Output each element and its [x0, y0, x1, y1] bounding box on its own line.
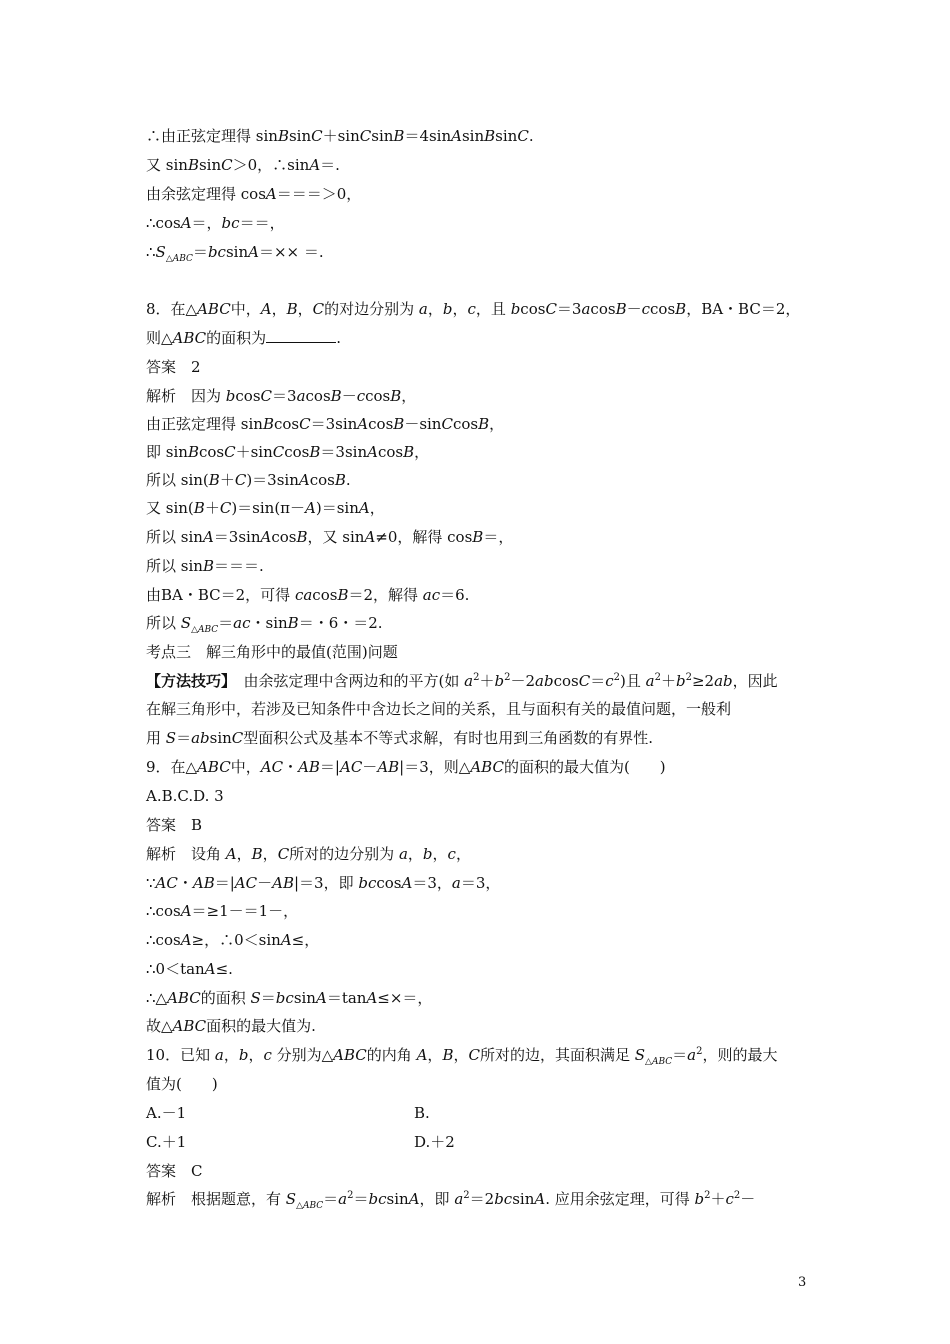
question-9-options: A.B.C.D. 3	[146, 787, 224, 805]
method-tip-paragraph: 在解三角形中，若涉及已知条件中含边长之间的关系，且与面积有关的最值问题，一般利	[146, 700, 732, 718]
section-heading: 考点三 解三角形中的最值(范围)问题	[146, 643, 398, 661]
page-number: 3	[798, 1275, 807, 1290]
question-10-stem: 10．已知 a，b，c 分别为△ABC的内角 A，B，C所对的边，其面积满足 $S_{\triangle ABC}=a^2$，则的最大	[146, 1046, 778, 1067]
option-a: A.－1	[146, 1104, 187, 1122]
method-tip-paragraph: 【方法技巧】 由余弦定理中含两边和的平方(如 $a^2+b^2-2abcosC=c^2$)且 $a^2+b^2\ge 2ab$，因此	[146, 672, 778, 690]
question-9-answer: 答案 B	[146, 816, 203, 834]
solution-line: ∴cosA≥，∴0＜sinA≤，	[146, 931, 320, 949]
question-8-stem: 则△ABC的面积为 .	[146, 329, 341, 347]
derivation-line: ∴由正弦定理得 sinBsinC＋sinCsinB＝4sinAsinBsinC.	[146, 127, 534, 145]
derivation-line: 又 sinBsinC＞0，∴sinA＝.	[146, 156, 340, 174]
derivation-line: 由余弦定理得 cosA＝＝＝＞0，	[146, 185, 362, 203]
solution-line: 所以 sinB＝＝＝.	[146, 557, 264, 575]
solution-line: 由BA・BC＝2，可得 cacosB＝2，解得 ac＝6.	[146, 586, 470, 604]
derivation-line: ∴cosA＝，bc＝＝，	[146, 214, 285, 232]
method-tip-paragraph: 用 S＝absinC型面积公式及基本不等式求解，有时也用到三角函数的有界性.	[146, 729, 654, 747]
solution-line: ∴0＜tanA≤.	[146, 960, 233, 978]
derivation-line: $\therefore S_{\triangle ABC}=bcsinA=\times\times$ ＝.	[146, 243, 324, 264]
method-tip-tag: 【方法技巧】	[146, 672, 229, 690]
question-9-stem: 9．在△ABC中，AC・AB＝|AC－AB|＝3，则△ABC的面积的最大值为( )	[146, 758, 666, 776]
solution-line: ∴cosA＝≥1－＝1－，	[146, 902, 299, 920]
option-d: D.＋2	[414, 1133, 455, 1151]
solution-line: 解析 根据题意，有 $S_{\triangle ABC}=a^2=bcsinA$，即 $a^2=2bcsinA$. 应用余弦定理，可得 $b^2+c^2-$	[146, 1190, 756, 1211]
option-b: B.	[414, 1104, 430, 1122]
question-10-answer: 答案 C	[146, 1162, 203, 1180]
question-10-options-row	[146, 1102, 816, 1124]
solution-line: 所以 sinA＝3sinAcosB，又 sinA≠0，解得 cosB＝，	[146, 528, 514, 546]
solution-line: ∴△ABC的面积 S＝bcsinA＝tanA≤×＝，	[146, 989, 433, 1007]
question-10-options-row	[146, 1131, 816, 1153]
solution-line: 即 sinBcosC＋sinCcosB＝3sinAcosB，	[146, 443, 430, 461]
question-8-answer: 答案 2	[146, 358, 201, 376]
answer-blank	[266, 328, 336, 343]
solution-line: 解析 因为 bcosC＝3acosB－ccosB，	[146, 387, 417, 405]
solution-line: 解析 设角 A，B，C所对的边分别为 a，b，c，	[146, 845, 471, 863]
solution-line: 所以 $S_{\triangle ABC}=ac$・sinB＝・6・＝2.	[146, 614, 383, 635]
solution-line: 由正弦定理得 sinBcosC＝3sinAcosB－sinCcosB，	[146, 415, 505, 433]
question-10-stem: 值为( )	[146, 1075, 218, 1093]
solution-line: 故△ABC面积的最大值为.	[146, 1017, 316, 1035]
solution-line: 又 sin(B＋C)＝sin(π－A)＝sinA，	[146, 499, 385, 517]
option-c: C.＋1	[146, 1133, 187, 1151]
question-8-stem: 8．在△ABC中，A，B，C的对边分别为 a，b，c，且 bcosC＝3acosB－ccosB，BA・BC＝2，	[146, 300, 801, 318]
solution-line: ∵AC・AB＝|AC－AB|＝3，即 bccosA＝3，a＝3，	[146, 874, 501, 892]
solution-line: 所以 sin(B＋C)＝3sinAcosB.	[146, 471, 351, 489]
